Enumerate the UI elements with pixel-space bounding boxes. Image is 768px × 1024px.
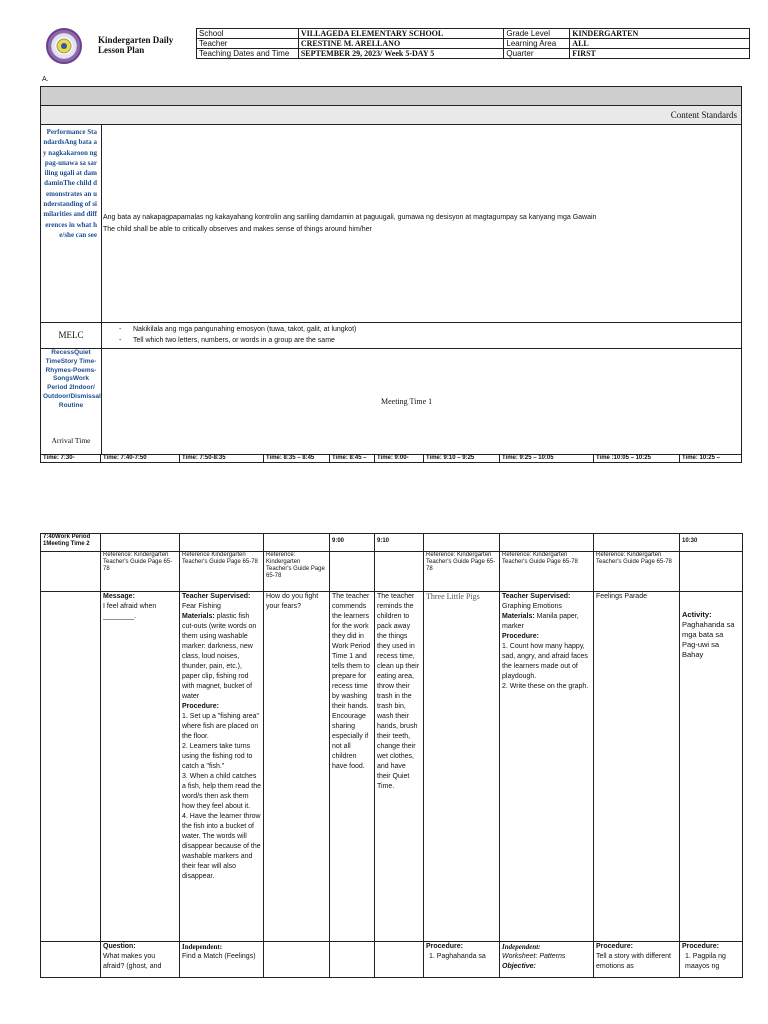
reference-cell bbox=[375, 552, 424, 592]
column-divider bbox=[101, 125, 102, 322]
reference-cell: Reference Kindergarten Teacher's Guide Page 65-78 bbox=[180, 552, 264, 592]
time-cell: Time: 8:45 – bbox=[330, 455, 375, 463]
question-label: Question: bbox=[103, 943, 136, 950]
independent-label: Independent: bbox=[182, 943, 223, 951]
activity-cell bbox=[41, 592, 101, 942]
question-cell bbox=[101, 942, 180, 978]
procedure-step: 1. Set up a "fishing area" where fish are placed on the floor. bbox=[182, 713, 259, 740]
procedure-step: 2. Learners take turns using the fishing rod to catch a "fish." bbox=[182, 743, 253, 770]
school-value: VILLAGEDA ELEMENTARY SCHOOL bbox=[298, 29, 504, 39]
activities-row bbox=[41, 592, 743, 942]
quarter-label: Quarter bbox=[504, 49, 570, 59]
worksheet-text: Worksheet: Patterns bbox=[502, 953, 566, 960]
performance-row bbox=[40, 124, 742, 323]
bottom-cell bbox=[330, 942, 375, 978]
header bbox=[40, 25, 750, 67]
time-cell: Time: 9:00- bbox=[375, 455, 424, 463]
time-cell: Time: 7:40-7:50 bbox=[101, 455, 180, 463]
column-divider bbox=[101, 349, 102, 454]
performance-text-1: Ang bata ay nakapagpapamalas ng kakayahang kontrolin ang sariling damdamin at paguugali, gumawa ng desisyon at magtagumpay sa kanyang mga Gawain bbox=[103, 214, 597, 221]
row-time bbox=[500, 534, 594, 552]
learning-area-label: Learning Area bbox=[504, 39, 570, 49]
reference-cell: Reference: Kindergarten Teacher's Guide Page 65-78 bbox=[424, 552, 500, 592]
time-cell: Time: 9:10 – 9:25 bbox=[424, 455, 500, 463]
arrival-label: Arrival Time bbox=[51, 436, 91, 445]
performance-text-2: The child shall be able to critically observes and makes sense of things around him/her bbox=[103, 226, 372, 233]
row-time bbox=[594, 534, 680, 552]
message-label: Message: bbox=[103, 593, 135, 600]
teaching-dates-label: Teaching Dates and Time bbox=[197, 49, 299, 59]
objective-label: Objective: bbox=[502, 963, 536, 970]
graph-title: Graphing Emotions bbox=[502, 603, 562, 610]
row-time bbox=[264, 534, 330, 552]
grade-level-label: Grade Level bbox=[504, 29, 570, 39]
fishing-materials bbox=[182, 612, 261, 702]
procedure-b-cell bbox=[594, 942, 680, 978]
learning-area-value: ALL bbox=[570, 39, 750, 49]
procedure-a-item: 1. Paghahanda sa bbox=[429, 953, 486, 960]
references-row bbox=[41, 552, 743, 592]
section-letter: A. bbox=[42, 76, 49, 83]
row-time: 9:00 bbox=[330, 534, 375, 552]
reference-cell bbox=[680, 552, 743, 592]
row-time bbox=[101, 534, 180, 552]
bottom-cell bbox=[375, 942, 424, 978]
independent2-label: Independent: bbox=[502, 943, 541, 951]
activity-cell-right bbox=[680, 592, 743, 942]
activity-text: Paghahanda sa mga bata sa Pag-uwi sa Bahay bbox=[682, 620, 735, 659]
melc-row bbox=[40, 322, 742, 349]
fishing-cell bbox=[180, 592, 264, 942]
procedure-c-label: Procedure: bbox=[682, 943, 719, 950]
graph-materials bbox=[502, 612, 591, 632]
procedure-step: 4. Have the learner throw the fish into a bucket of water. The words will disappear because of the washable markers and their fear will also disappear. bbox=[182, 813, 261, 880]
procedure-b-label: Procedure: bbox=[596, 943, 633, 950]
melc-item: - Nakikilala ang mga pangunahing emosyon (tuwa, takot, galit, at lungkot) bbox=[133, 324, 733, 335]
procedure-label: Procedure: bbox=[182, 703, 219, 710]
time-cell: Time: 7:50-8:35 bbox=[180, 455, 264, 463]
bottom-cell bbox=[264, 942, 330, 978]
procedure-a-label: Procedure: bbox=[426, 943, 463, 950]
performance-standards-label: Performance StandardsAng bata ay nagkakaroon ng pag-unawa sa sariling ugali at damdaminThe child demonstrates an understanding of similarities and differences in what he/she can see bbox=[43, 128, 97, 239]
time-cell: Time: 9:25 – 10:05 bbox=[500, 455, 594, 463]
materials-label: Materials: bbox=[502, 613, 535, 620]
schedule-table bbox=[40, 533, 743, 978]
meeting-time-1: Meeting Time 1 bbox=[381, 397, 433, 406]
fishing-title: Fear Fishing bbox=[182, 603, 221, 610]
header-info-table bbox=[196, 28, 750, 59]
message-text: I feel afraid when ________. bbox=[103, 603, 157, 620]
reference-cell: Reference: Kindergarten Teacher's Guide Page 65-78 bbox=[500, 552, 594, 592]
seal-icon bbox=[48, 30, 80, 62]
lesson-plan-title: Kindergarten Daily Lesson Plan bbox=[98, 35, 174, 55]
graph-cell bbox=[500, 592, 594, 942]
grade-level-value: KINDERGARTEN bbox=[570, 29, 750, 39]
procedure-step: 3. When a child catches a fish, help them read the word/s then ask them how they feel about it. bbox=[182, 773, 261, 810]
row-time: 10:30 bbox=[680, 534, 743, 552]
time-row bbox=[40, 454, 742, 463]
grey-band bbox=[40, 86, 742, 106]
section-a-table bbox=[40, 86, 742, 461]
story-cell: Three Little Pigs bbox=[424, 592, 500, 942]
materials-text: Manila paper, marker bbox=[502, 613, 579, 630]
reference-cell: Reference: Kindergarten Teacher's Guide Page 65-78 bbox=[101, 552, 180, 592]
materials-text: plastic fish cut-outs (write words on them using washable marker: darkness, new class, loud noises, thunder, pain, etc.), paper clip, fishing rod with magnet, bucket of water bbox=[182, 613, 257, 700]
procedure-step: 2. Write these on the graph. bbox=[502, 683, 589, 690]
materials-label: Materials: bbox=[182, 613, 215, 620]
fears-question-cell: How do you fight your fears? bbox=[264, 592, 330, 942]
melc-label: MELC bbox=[58, 330, 84, 340]
content-standards-label: Content Standards bbox=[670, 110, 737, 120]
reference-cell: Reference: Kindergarten Teacher's Guide Page 65-78 bbox=[264, 552, 330, 592]
time-cell: Time :10:05 – 10:25 bbox=[594, 455, 680, 463]
column-divider bbox=[101, 323, 102, 348]
deped-logo bbox=[46, 28, 82, 64]
teacher-value: CRESTINE M. ARELLANO bbox=[298, 39, 504, 49]
bottom-cell bbox=[41, 942, 101, 978]
melc-list bbox=[103, 324, 733, 346]
procedure-c-cell bbox=[680, 942, 743, 978]
procedure-c-item: 1. Pagpila ng maayos ng bbox=[685, 953, 726, 970]
worksheet-cell bbox=[500, 942, 594, 978]
row-time bbox=[424, 534, 500, 552]
time-cell: Time: 7:30- bbox=[41, 455, 101, 463]
bottom-row bbox=[41, 942, 743, 978]
time-cell: Time: 10:25 – bbox=[680, 455, 742, 463]
routine-label: RecessQuiet TimeStory Time-Rhymes-Poems-SongsWork Period 2Indoor/ Outdoor/Dismissal Routine bbox=[43, 349, 101, 409]
procedure-label: Procedure: bbox=[502, 633, 539, 640]
row-time bbox=[180, 534, 264, 552]
independent-cell bbox=[180, 942, 264, 978]
procedure-step: 1. Count how many happy, sad, angry, and afraid faces the learners made out of playdough. bbox=[502, 643, 588, 680]
activity-label: Activity: bbox=[682, 610, 712, 619]
row-time: 9:10 bbox=[375, 534, 424, 552]
times-row bbox=[41, 534, 743, 552]
message-cell bbox=[101, 592, 180, 942]
graph-heading: Teacher Supervised: bbox=[502, 593, 571, 600]
quiet-time-cell: The teacher reminds the children to pack away the things they used in recess time, clean up their eating area, throw their trash in the trash bin, wash their hands, brush their teeth, change their wet clothes, and have their Quiet Time. bbox=[375, 592, 424, 942]
school-label: School bbox=[197, 29, 299, 39]
reference-cell bbox=[330, 552, 375, 592]
routine-row bbox=[40, 348, 742, 455]
quarter-value: FIRST bbox=[570, 49, 750, 59]
fishing-heading: Teacher Supervised: bbox=[182, 593, 251, 600]
procedure-a-cell bbox=[424, 942, 500, 978]
teaching-dates-value: SEPTEMBER 29, 2023/ Week 5-DAY 5 bbox=[298, 49, 504, 59]
row-time: 7:40Work Period 1Meeting Time 2 bbox=[41, 534, 101, 552]
parade-cell: Feelings Parade bbox=[594, 592, 680, 942]
reference-cell: Reference: Kindergarten Teacher's Guide Page 65-78 bbox=[594, 552, 680, 592]
procedure-b-text: Tell a story with different emotions as bbox=[596, 953, 671, 970]
independent-text: Find a Match (Feelings) bbox=[182, 953, 256, 960]
time-cell: Time: 8:35 – 8:45 bbox=[264, 455, 330, 463]
melc-item: - Tell which two letters, numbers, or words in a group are the same bbox=[133, 335, 733, 346]
question-text: What makes you afraid? (ghost, and bbox=[103, 953, 162, 970]
recess-cell: The teacher commends the learners for the work they did in Work Period Time 1 and tells them to prepare for recess time by washing their hands. Encourage sharing especially if not all children have food. bbox=[330, 592, 375, 942]
content-standards-row bbox=[40, 105, 742, 125]
teacher-label: Teacher bbox=[197, 39, 299, 49]
reference-cell bbox=[41, 552, 101, 592]
